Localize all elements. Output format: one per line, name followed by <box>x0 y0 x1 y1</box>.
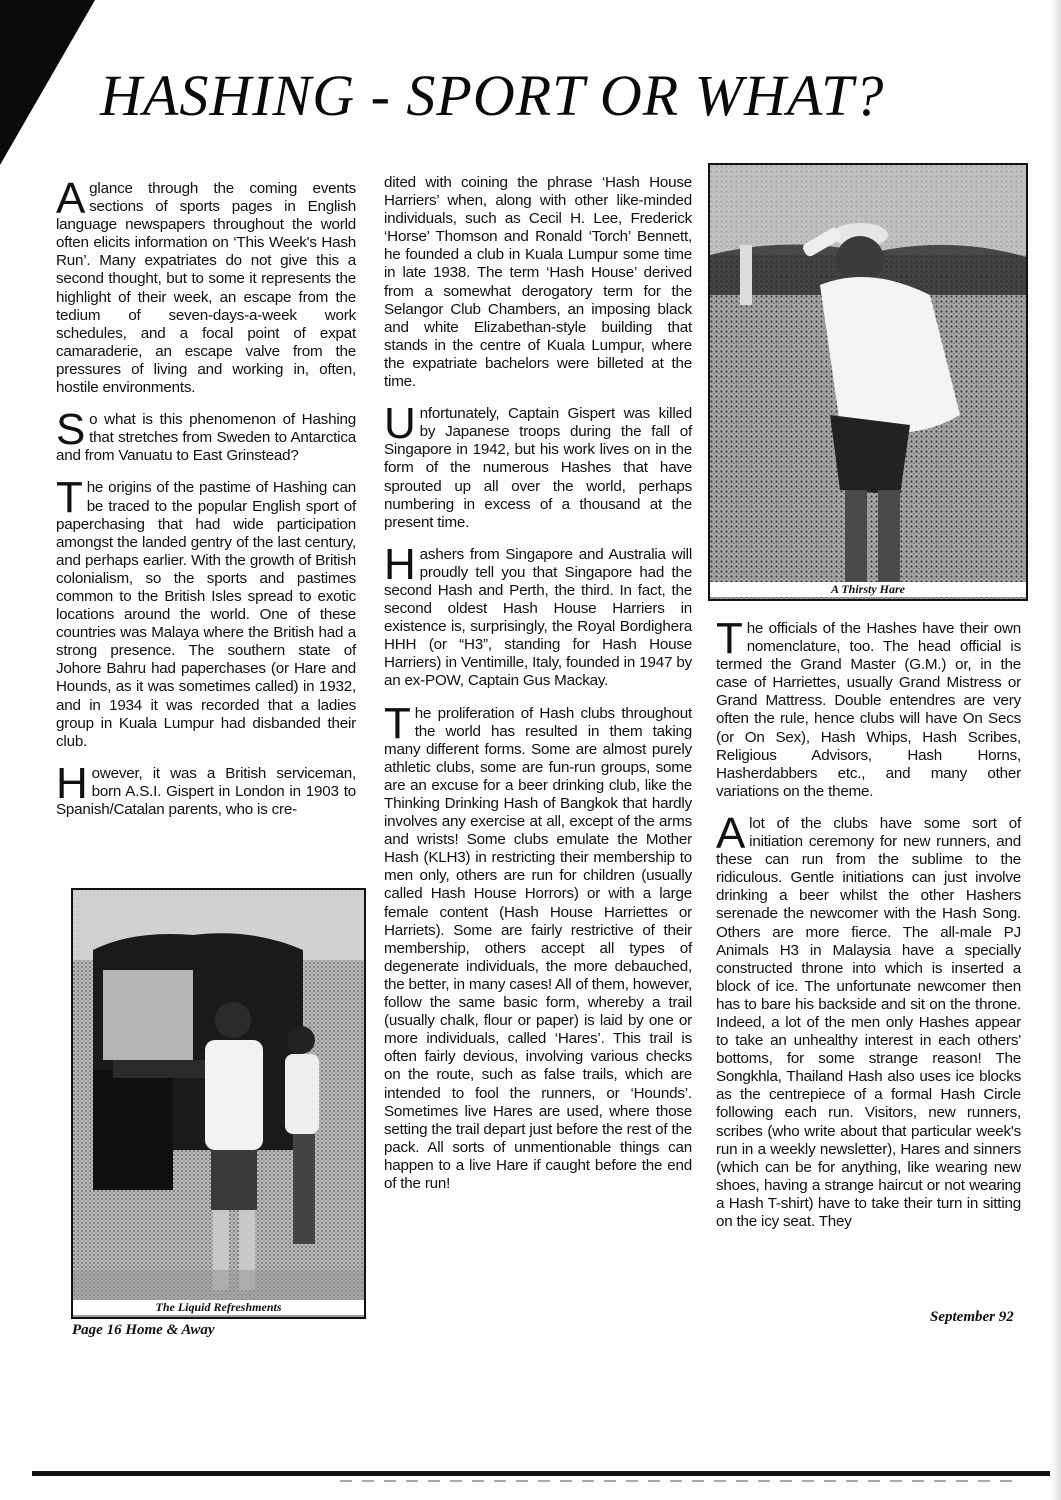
drop-cap: U <box>384 399 416 449</box>
paragraph <box>56 174 356 397</box>
paragraph <box>56 473 356 750</box>
drop-cap: A <box>716 808 746 858</box>
paragraph <box>716 808 1021 1231</box>
paragraph <box>56 405 356 465</box>
drop-cap: A <box>56 174 86 223</box>
paragraph <box>716 614 1021 801</box>
bottom-rule <box>32 1471 1050 1476</box>
drop-cap: T <box>384 698 411 748</box>
photo-caption: A Thirsty Hare <box>710 582 1026 597</box>
paragraph-text: o what is this phenomenon of Hashing that stretches from Sweden to Antarctica and from Vanuatu to East Grinstead? <box>56 411 356 465</box>
photo-liquid-refreshments <box>71 888 366 1319</box>
paragraph <box>384 174 692 391</box>
paragraph-text: owever, it was a British serviceman, born A.S.I. Gispert in London in 1903 to Spanish/Catalan parents, who is cre- <box>56 764 356 818</box>
column-2 <box>384 174 692 1207</box>
paragraph-text: glance through the coming events sections of sports pages in English language newspapers throughout the world often elicits information on ‘This Week's Hash Run’. Many expatriates do not give this a second thought, but to some it represents the highlight of their week, an escape from the tedium of seven-days-a-week work schedules, and a focal point of expat camaraderie, an escape valve from the pressures of living and working in, often, hostile environments. <box>56 180 356 397</box>
paragraph-text: dited with coining the phrase ‘Hash House Harriers’ when, along with other like-minded individuals, such as Cecil H. Lee, Frederick ‘Horse’ Thomson and Ronald ‘Torch’ Bennett, he founded a club in Kuala Lumpur some time in late 1938. The term ‘Hash House’ derived from a somewhat derogatory term for the Selangor Club Chambers, an imposing black and white Elizabethan-style building that stands in the centre of Kuala Lumpur, where the expatriate bachelors were billeted at the time. <box>384 174 692 391</box>
corner-triangle-decoration <box>0 0 95 165</box>
drop-cap: T <box>56 473 83 523</box>
photo-image <box>710 165 1026 599</box>
paragraph-text: ashers from Singapore and Australia will proudly tell you that Singapore had the second Hash and Perth, the third. In fact, the second oldest Hash House Harriers in existence is, surprisingly, the Royal Bordighera HHH (or “H3”, standing for Hash House Harriers) in Ventimille, Italy, founded in 1947 by an ex-POW, Captain Gus Mackay. <box>384 545 692 690</box>
drop-cap: S <box>56 405 86 455</box>
page-footer-right: September 92 <box>930 1309 1014 1325</box>
photo-image <box>73 890 364 1317</box>
column-1 <box>56 174 356 833</box>
bottom-rule-faint <box>340 1480 1020 1482</box>
paragraph-text: nfortunately, Captain Gispert was killed by Japanese troops during the fall of Singapore in 1942, but his work lives on in the form of the numerous Hashes that have sprouted up all over the world, perhaps numbering in excess of a thousand at the present time. <box>384 405 692 531</box>
drop-cap: H <box>56 758 88 808</box>
paragraph-text: he officials of the Hashes have their own nomenclature, too. The head official is termed the Grand Master (G.M.) or, in the case of Harriettes, usually Grand Mistress or Grand Mattress. Double entendres are very often the rule, hence clubs will have On Secs (or On Sex), Hash Whips, Hash Scribes, Religious Advisors, Hash Horns, Hasherdabbers etc., and many other variations on the theme. <box>716 620 1021 800</box>
page-edge-shadow <box>1051 0 1061 1500</box>
photo-thirsty-hare <box>708 163 1028 601</box>
column-3 <box>716 614 1021 1245</box>
article-title: HASHING - SPORT OR WHAT? <box>100 63 885 128</box>
drop-cap: T <box>716 614 743 663</box>
paragraph <box>384 539 692 691</box>
paragraph <box>384 399 692 532</box>
page-footer-left: Page 16 Home & Away <box>72 1322 215 1338</box>
paragraph <box>56 758 356 819</box>
paragraph-text: he proliferation of Hash clubs throughout the world has resulted in them taking many different forms. Some are almost purely athletic clubs, some are fun-run groups, some are an excuse for a beer drinking club, like the Thinking Drinking Hash of Bangkok that hardly involves any exercise at all, except of the arms and wrists! Some clubs emulate the Mother Hash (KLH3) in restricting their membership to men only, others are run for children (usually called Hash House Horrors) or with a large female content (Hash House Harriettes or Harriets). Some are fairly restrictive of their membership, others accept all types of degenerate individuals, the more debauched, the better, in many cases! All of them, however, follow the same basic form, whereby a trail (usually chalk, flour or paper) is laid by one or more individuals, called ‘Hares’. This trail is often fairly devious, involving various checks on the route, such as false trails, which are intended to fool the runners, or ‘Hounds’. Sometimes live Hares are used, where those setting the trail depart just before the rest of the pack. All sorts of unmentionable things can happen to a live Hare if caught before the end of the run! <box>384 704 692 1192</box>
paragraph-text: lot of the clubs have some sort of initiation ceremony for new runners, and these can run from the sublime to the ridiculous. Gentle initiations can just involve drinking a beer whilst the other Hashers serenade the newcomer with the Hash Song. Others are more fierce. The all-male PJ Animals H3 in Malaysia have a specially constructed throne into which is inserted a block of ice. The unfortunate newcomer then has to bare his backside and sit on the throne. Indeed, a lot of the men only Hashes appear to take an unhealthy interest in each others' bottoms, for some strange reason! The Songkhla, Thailand Hash also uses ice blocks as the centrepiece of a formal Hash Circle following each run. Visitors, new runners, scribes (who write about that particular week's run in a weekly newsletter), Hares and sinners (which can be for anything, like wearing new shoes, having a strange haircut or not wearing a Hash T-shirt) have to take their turn in sitting on the icy seat. They <box>716 814 1021 1230</box>
drop-cap: H <box>384 539 416 589</box>
photo-caption: The Liquid Refreshments <box>73 1300 364 1315</box>
paragraph <box>384 698 692 1194</box>
paragraph-text: he origins of the pastime of Hashing can be traced to the popular English sport of paperchasing that had wide participation amongst the landed gentry of the last century, and perhaps earlier. With the growth of British colonialism, so the sports and pastimes common to the British Isles spread to exotic locations around the world. One of these countries was Malaya where the British had a strong presence. The southern state of Johore Bahru had paperchases (or Hare and Hounds, as it was sometimes called) in 1932, and in 1934 it was recorded that a ladies group in Kuala Lumpur had disbanded their club. <box>56 479 356 750</box>
